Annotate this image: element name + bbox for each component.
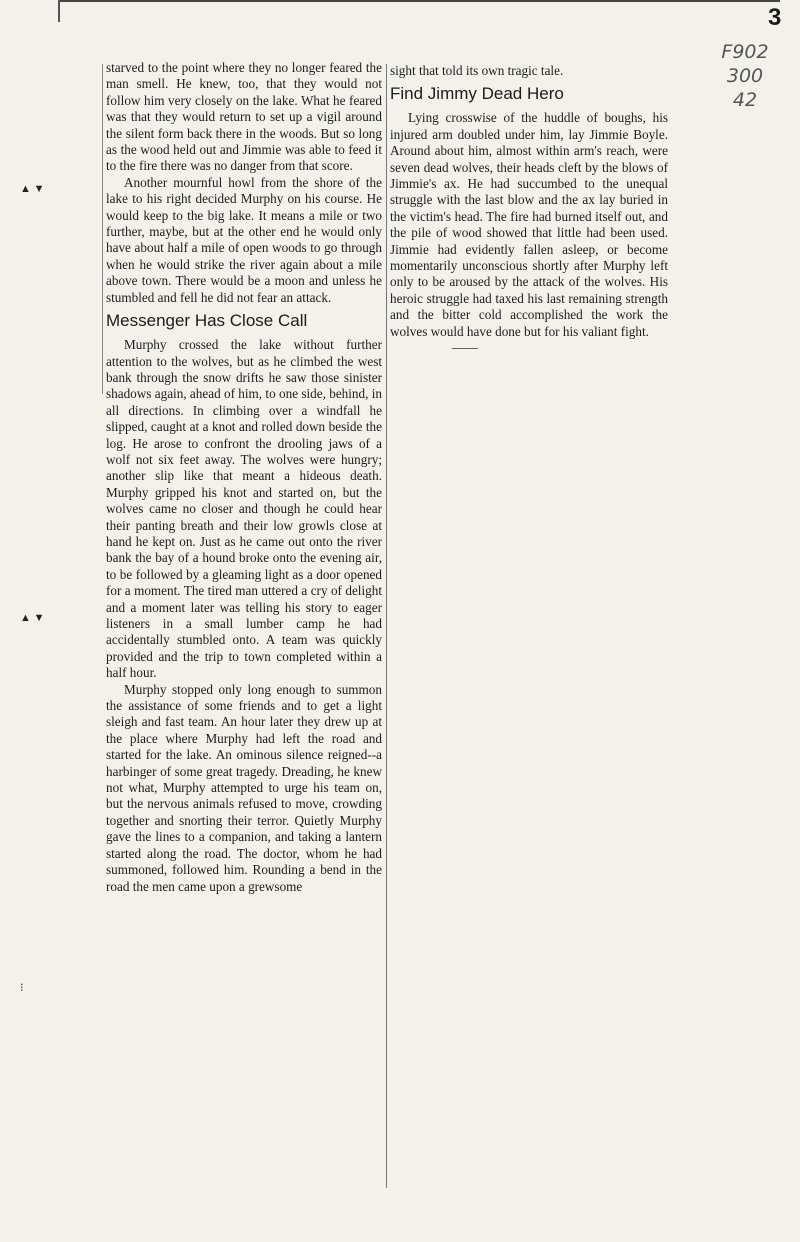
page-left-edge	[58, 0, 60, 22]
article-paragraph: sight that told its own tragic tale.	[390, 63, 564, 78]
page-top-edge	[60, 0, 780, 10]
article-paragraph: Another mournful howl from the shore of the lake to his right decided Murphy on his course. He would keep to the big lake. It means a mile or two further, maybe, but at the other end he would only have about half a mile of open woods to go through when he would strike the river again about a mile above town. There would be a moon and unless he stumbled and fell he did not fear an attack.	[106, 174, 382, 305]
article-paragraph: Lying crosswise of the huddle of boughs, his injured arm doubled under him, lay Jimmie Boyle. Around about him, almost within arm's reach, were seven dead wolves, their heads cleft by the blows of Jimmie's ax. He had succumbed to the unequal struggle with the last blow and the ax lay buried in the victim's head. The fire had burned itself out, and the pile of wood showed that little had been used. Jimmie had evidently fallen asleep, or become momentarily unconscious shortly after Murphy left only to be aroused by the attack of the wolves. His heroic struggle had taxed his last remaining strength and the bitter cold accomplished the work the wolves would have done but for his valiant fight.	[390, 110, 668, 339]
right-column	[390, 63, 668, 349]
archive-handwritten-mark	[705, 40, 785, 112]
column-divider	[386, 64, 387, 1188]
article-end-rule	[452, 348, 478, 349]
archive-mark-line-2: 300	[726, 65, 764, 87]
article-paragraph: Murphy stopped only long enough to summon the assistance of some friends and to get a light sleigh and fast team. An hour later they drew up at the place where Murphy had left the road and started for the lake. An ominous silence reigned--a harbinger of some great tragedy. Dreading, he knew not what, Murphy attempted to urge his team on, but the nervous animals refused to move, crowding together and snorting their terror. Quietly Murphy gave the lines to a companion, and taking a lantern started along the road. The doctor, whom he had summoned, followed him. Rounding a bend in the road the men came upon a grewsome	[106, 681, 382, 894]
binder-hole-mark-middle: ▲ ▼	[20, 612, 45, 624]
article-paragraph: starved to the point where they no longer feared the man smell. He knew, too, that they would not follow him very closely on the lake. What he feared was that they would return to set up a vigil around the silent form back there in the woods. But so long as the wood held out and Jimmie was able to feed it to the fire there was no danger from that score.	[106, 60, 382, 174]
archive-mark-line-1: F902	[721, 41, 769, 63]
section-heading: Messenger Has Close Call	[106, 311, 308, 331]
left-column-rule	[102, 64, 103, 394]
left-column	[106, 60, 382, 895]
article-paragraph: Murphy crossed the lake without further attention to the wolves, but as he climbed the west bank through the snow drifts he saw those sinister shadows again, ahead of him, to one side, behind, in all directions. In climbing over a windfall he slipped, caught at a knot and rolled down beside the log. He arose to confront the drooling jaws of a wolf not six feet away. The wolves were hungry; another slip like that meant a hideous death. Murphy gripped his knot and started on, but the wolves came no closer and though he could hear their panting breath and their low growls close at hand he kept on. Just as he came out onto the river bank the bay of a hound broke onto the evening air, to be followed by a gleaming light as a door opened for a moment. The tired man uttered a cry of delight and a moment later was telling his story to eager listeners in a small lumber camp he had accidentally stumbled onto. A team was quickly provided and the trip to town completed within a half hour.	[106, 337, 382, 681]
archive-mark-line-3: 42	[732, 89, 758, 111]
binder-hole-mark-top: ▲ ▼	[20, 183, 45, 195]
section-heading: Find Jimmy Dead Hero	[390, 84, 564, 104]
page-number: 3	[768, 4, 782, 31]
binder-hole-mark-bottom: ⁝	[20, 982, 24, 994]
